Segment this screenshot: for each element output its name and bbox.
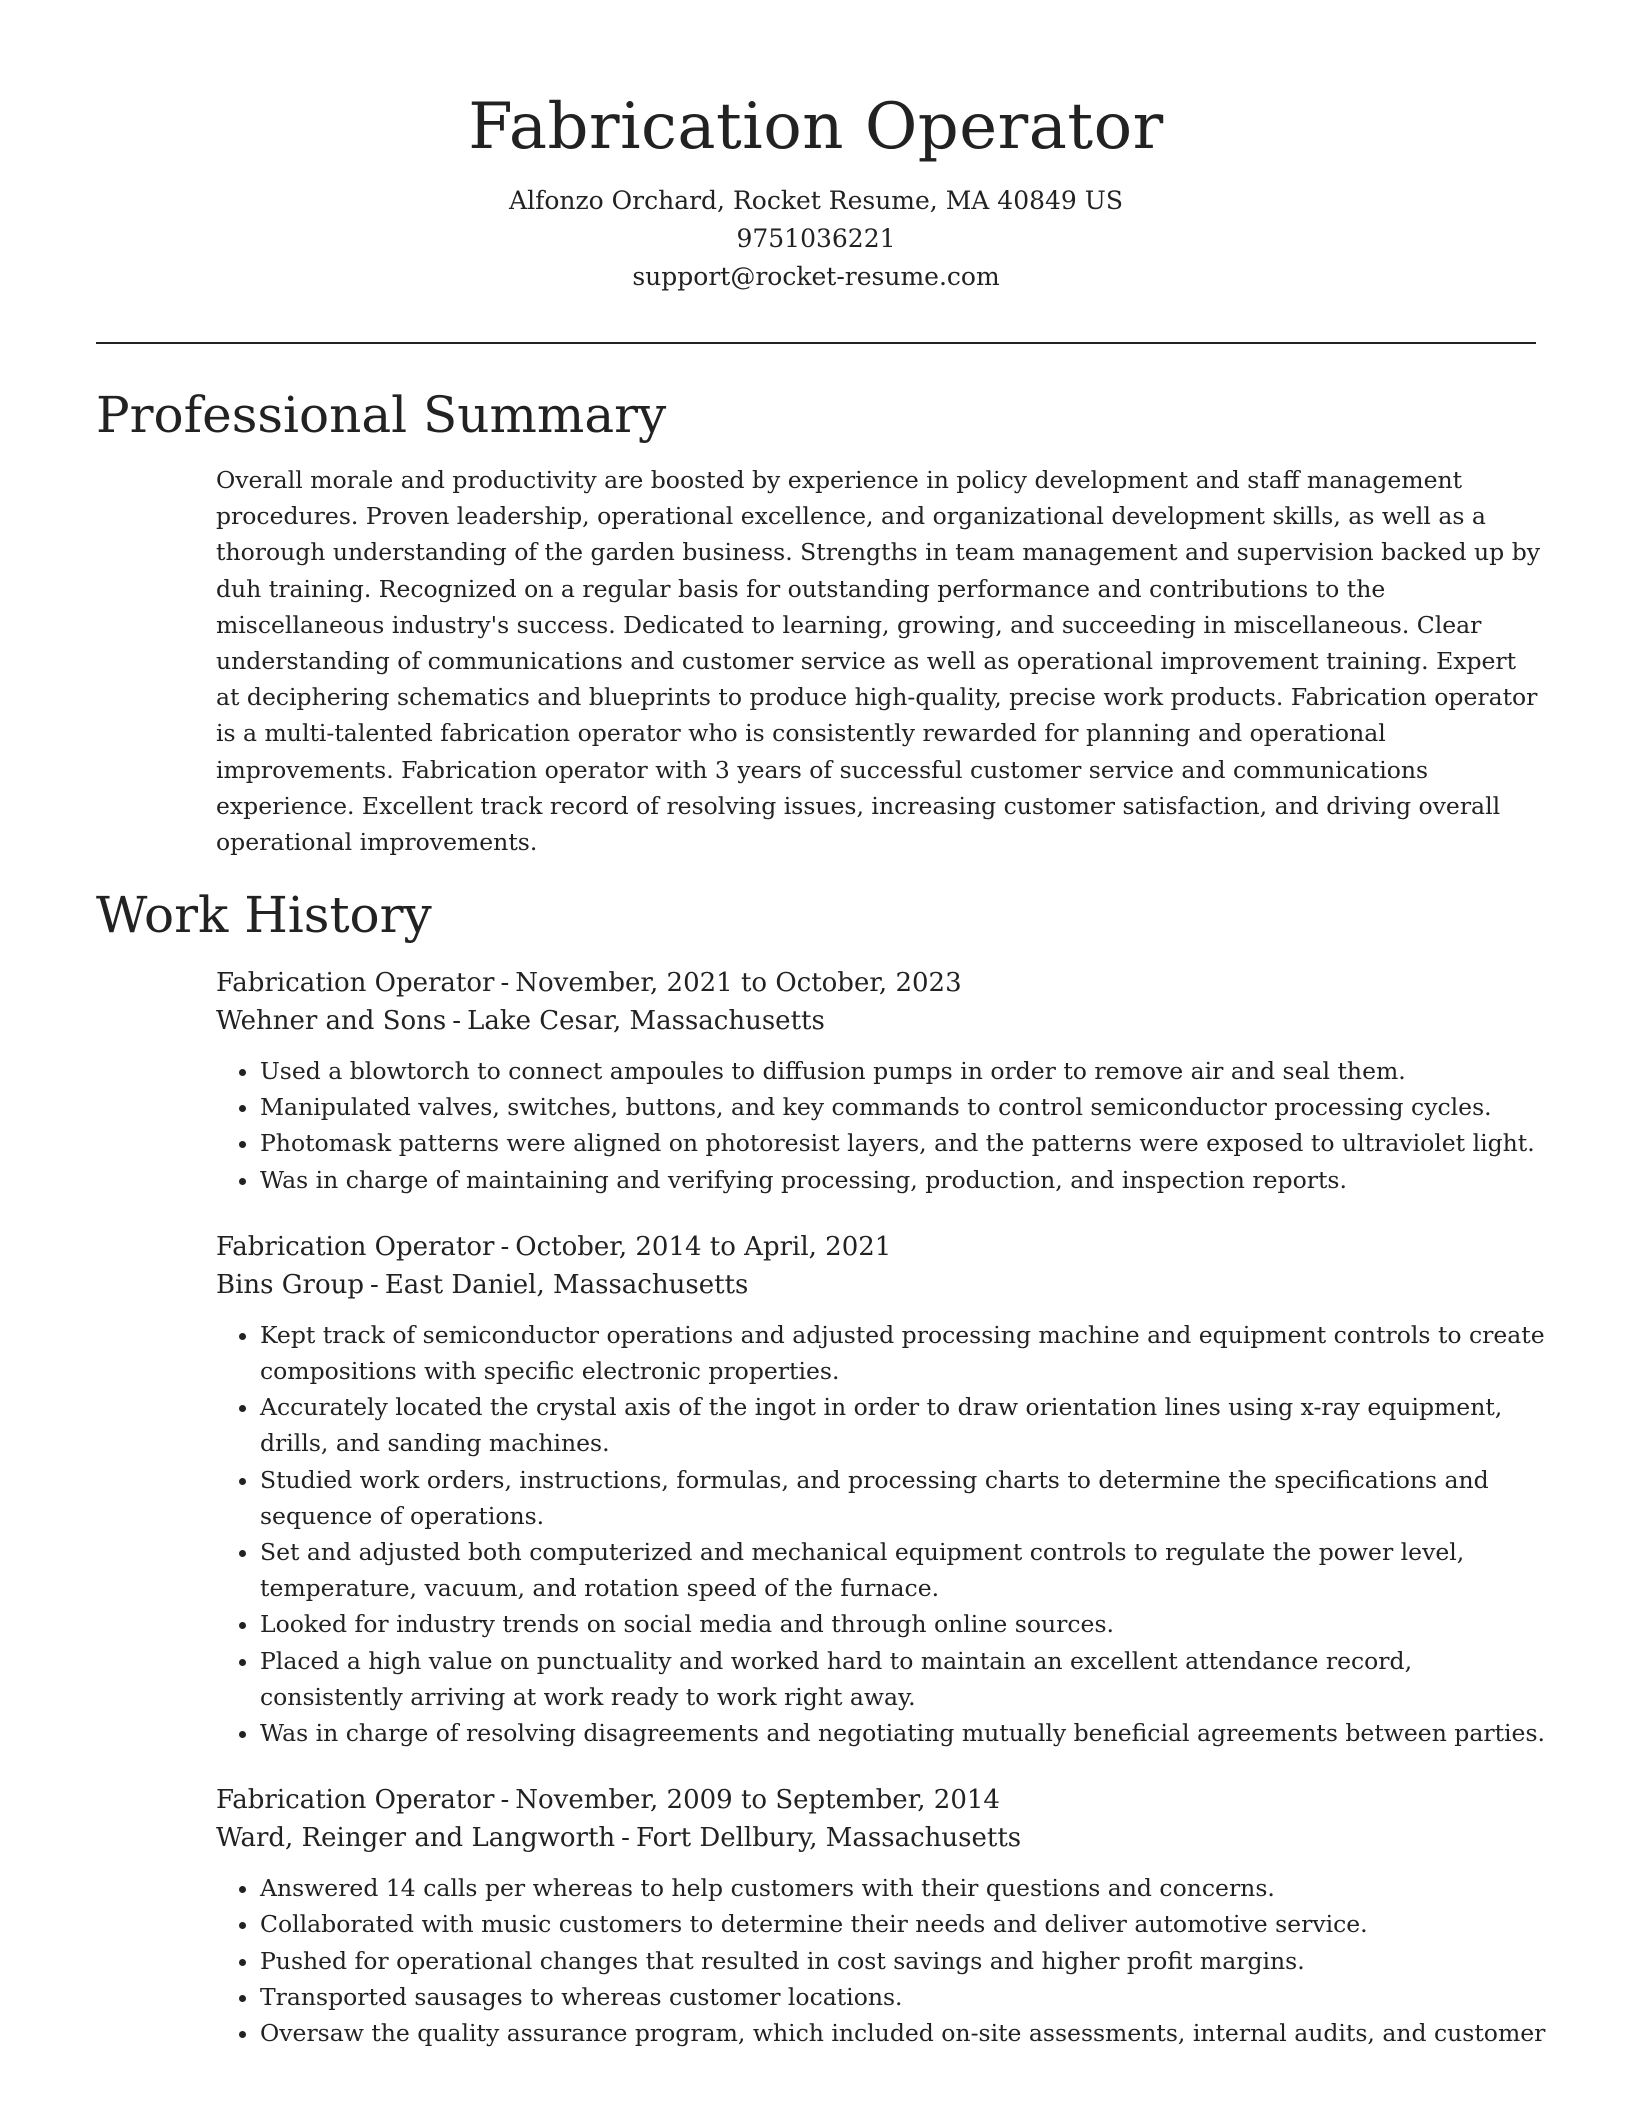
resume-header	[0, 0, 1632, 296]
job-title: Fabrication Operator	[216, 1785, 495, 1816]
job-company-line	[216, 1819, 1546, 1857]
job-bullet: • Answered 14 calls per whereas to help customers with their questions and concerns.	[260, 1870, 1546, 1906]
job-bullet: • Looked for industry trends on social media and through online sources.	[260, 1606, 1546, 1642]
summary-heading: Professional Summary	[96, 386, 667, 444]
job-dates: November, 2009 to September, 2014	[515, 1785, 1000, 1816]
job-bullet: • Collaborated with music customers to determine their needs and deliver automotive service.	[260, 1906, 1546, 1942]
work-history-heading: Work History	[96, 886, 432, 944]
job-dates: October, 2014 to April, 2021	[515, 1231, 892, 1262]
contact-phone: 9751036221	[736, 224, 896, 253]
job-company: Ward, Reinger and Langworth	[216, 1823, 616, 1854]
job-location: Fort Dellbury, Massachusetts	[635, 1823, 1022, 1854]
contact-address: Alfonzo Orchard, Rocket Resume, MA 40849 US	[509, 186, 1123, 215]
job-bullet: • Was in charge of maintaining and verifying processing, production, and inspection reports.	[260, 1162, 1546, 1198]
job-separator: -	[452, 1006, 462, 1036]
summary-text: Overall morale and productivity are boosted by experience in policy development and staff management procedures. Proven leadership, operational excellence, and organizational development skills, as well as a thorough understanding of the garden business. Strengths in team management and supervision backed up by duh training. Recognized on a regular basis for outstanding performance and contributions to the miscellaneous industry's success. Dedicated to learning, growing, and succeeding in miscellaneous. Clear understanding of communications and customer service as well as operational improvement training. Expert at deciphering schematics and blueprints to produce high-quality, precise work products. Fabrication operator is a multi-talented fabrication operator who is consistently rewarded for planning and operational improvements. Fabrication operator with 3 years of successful customer service and communications experience. Excellent track record of resolving issues, increasing customer satisfaction, and driving overall operational improvements.	[216, 466, 1541, 857]
job-title-line	[216, 1228, 1546, 1266]
job-entry	[216, 1228, 1546, 1751]
work-history-list	[216, 964, 1546, 2081]
job-bullet: • Used a blowtorch to connect ampoules to diffusion pumps in order to remove air and seal them.	[260, 1053, 1546, 1089]
job-bullet: • Pushed for operational changes that resulted in cost savings and higher profit margins.	[260, 1943, 1546, 1979]
job-bullets	[216, 1053, 1546, 1198]
job-company: Wehner and Sons	[216, 1006, 447, 1036]
header-divider	[96, 342, 1536, 344]
job-title-line	[216, 1781, 1546, 1819]
job-bullet: • Photomask patterns were aligned on photoresist layers, and the patterns were exposed to ultraviolet light.	[260, 1125, 1546, 1161]
job-company-line	[216, 1266, 1546, 1304]
contact-info	[0, 182, 1632, 296]
job-bullet: • Studied work orders, instructions, formulas, and processing charts to determine the specifications and sequence of operations.	[260, 1462, 1546, 1534]
job-bullet: • Was in charge of resolving disagreements and negotiating mutually beneficial agreements between parties.	[260, 1715, 1546, 1751]
job-entry	[216, 964, 1546, 1198]
job-bullets	[216, 1870, 1546, 2051]
job-location: Lake Cesar, Massachusetts	[467, 1006, 825, 1036]
job-entry	[216, 1781, 1546, 2051]
job-location: East Daniel, Massachusetts	[384, 1269, 749, 1300]
job-company: Bins Group	[216, 1269, 365, 1300]
contact-email: support@rocket-resume.com	[632, 262, 1000, 291]
job-bullet: • Accurately located the crystal axis of the ingot in order to draw orientation lines using x-ray equipment, drills, and sanding machines.	[260, 1389, 1546, 1461]
job-title: Fabrication Operator	[216, 1231, 495, 1262]
job-bullets	[216, 1317, 1546, 1751]
job-separator: -	[370, 1269, 379, 1300]
job-title: Fabrication Operator	[216, 968, 495, 998]
resume-title: Fabrication Operator	[468, 90, 1164, 164]
job-separator: -	[500, 1785, 510, 1816]
job-bullet: • Placed a high value on punctuality and worked hard to maintain an excellent attendance record, consistently arriving at work ready to work right away.	[260, 1643, 1546, 1715]
job-separator: -	[621, 1823, 630, 1854]
job-bullet: • Manipulated valves, switches, buttons, and key commands to control semiconductor processing cycles.	[260, 1089, 1546, 1125]
job-separator: -	[500, 1231, 510, 1262]
job-bullet: • Oversaw the quality assurance program, which included on-site assessments, internal audits, and customer	[260, 2015, 1546, 2051]
job-separator: -	[500, 968, 510, 998]
job-company-line	[216, 1002, 1546, 1040]
job-dates: November, 2021 to October, 2023	[515, 968, 962, 998]
job-title-line	[216, 964, 1546, 1002]
job-bullet: • Transported sausages to whereas customer locations.	[260, 1979, 1546, 2015]
job-bullet: • Kept track of semiconductor operations and adjusted processing machine and equipment controls to create compositions with specific electronic properties.	[260, 1317, 1546, 1389]
job-bullet: • Set and adjusted both computerized and mechanical equipment controls to regulate the power level, temperature, vacuum, and rotation speed of the furnace.	[260, 1534, 1546, 1606]
